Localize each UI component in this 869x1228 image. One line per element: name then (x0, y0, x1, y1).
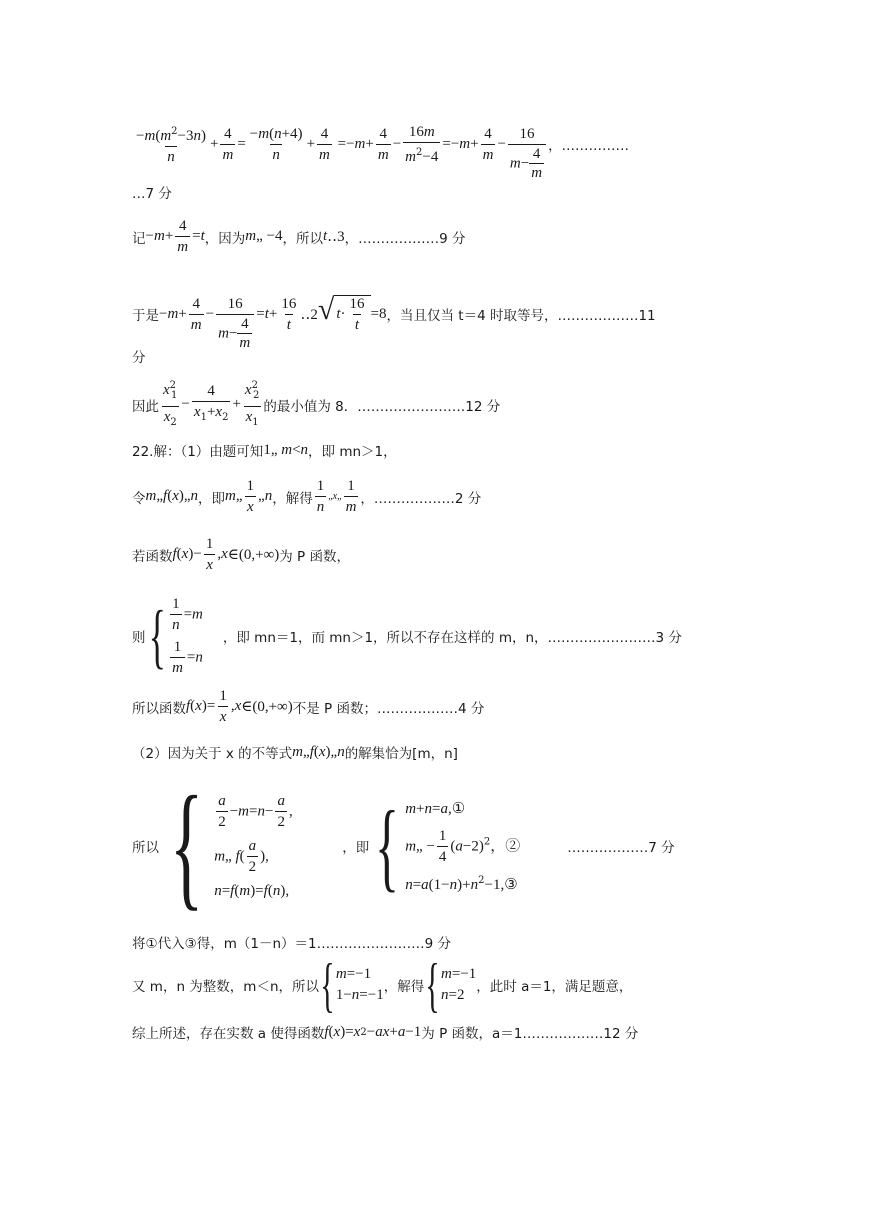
equation-line-9: 若函数 f ( x )− $\frac{1}{x}$ , x ∈(0,+∞) 为 P 函数， (132, 536, 350, 573)
fraction: $\frac{-m(m^2-3n)}{n}$ (136, 125, 206, 165)
text: 于是 (132, 308, 159, 324)
equation-line-15: 又 m，n 为整数，m＜n，所以 { m=−1 1−n=−1 ，解得 { m=−1 n=2 ，此时 a＝1，满足题意， (132, 952, 633, 1018)
equation-line-11: 所以函数 f ( x )= $\frac{1}{x}$ , x ∈(0,+∞) 不是 P 函数；………………4 分 (132, 688, 485, 725)
text: 令 (132, 490, 146, 507)
equation-line-3: 记 − m + $\frac{4}{m}$ = t ，因为 m „ −4 ，所以 t ‥3 ，………………9 分 (132, 218, 466, 255)
text: 的最小值为 8．……………………12 分 (263, 398, 501, 415)
text: ，即 mn＝1，而 mn＞1，所以不存在这样的 m，n，……………………3 分 (222, 630, 682, 646)
text: 又 m，n 为整数，m＜n，所以 (132, 979, 319, 995)
equation-line-16: 综上所述，存在实数 a 使得函数 f ( x )= x 2 − ax + a −1 为 P 函数，a＝1………………12 分 (132, 1023, 639, 1042)
text: ，即 mn＞1， (308, 444, 397, 460)
text: 22.解：（1）由题可知 (132, 444, 264, 460)
score-line (132, 182, 742, 202)
text: 不是 P 函数；………………4 分 (292, 700, 485, 717)
text: 所以 (132, 840, 159, 856)
equation-line-4: 于是 − m + $\frac{4}{m}$ − 16 m− $\frac{4}{m}$ = t + $\frac{16}{t}$ ‥2 √ t · $\frac{16}{t}$ =8 ，当且仅当 t＝4 时取等号，………………11 (132, 293, 656, 351)
text: 记 (132, 230, 146, 247)
text: 将①代入③得，m（1－n）＝1……………………9 分 (132, 936, 451, 952)
equation-line-13: 所以 { $\frac{a}{2}$ −m=n− $\frac{a}{2}$ , m„ f( $\frac{a}{2}$ ), n=f(m)=f(n), ，即 { m+n=a,① m„ − $\frac{1}{4}$ $(a-2)^2$，② $n=a(1-n)+n^2-1,③$ ………………7 分 (132, 768, 675, 923)
equation-line-6: 因此 $\frac{x^2_1}{x_2}$ − $\frac{4}{x_1+x_2}$ + $\frac{x^2_2}{x_1}$ 的最小值为 8．……………………12 分 (132, 378, 742, 431)
equation-line-12: （2）因为关于 x 的不等式 m „ f ( x )„ n 的解集恰为[m，n] (132, 743, 458, 762)
equation-line-10: 则 { $\frac{1}{n}$ =m $\frac{1}{m}$ =n ，即 mn＝1，而 mn＞1，所以不存在这样的 m，n，……………………3 分 (132, 596, 682, 676)
text: ，即 (198, 490, 226, 507)
text: 的解集恰为[m，n] (344, 746, 458, 762)
text: ，此时 a＝1，满足题意， (476, 979, 633, 995)
equation-line-1: $\frac{-m(m^2-3n)}{n}$ + $\frac{4}{m}$ = $\frac{-m(n+4)}{n}$ + $\frac{4}{m}$ =− m + $\frac{4}{m}$ − $\frac{16m}{m^2-4}$ =− m + $\frac{4}{m}$ − 16 m− $\frac{4}{m}$ ，…………… (136, 123, 630, 181)
equation-line-8: 令 m „ f ( x )„ n ，即 m „ $\frac{1}{x}$ „ n ，解得 $\frac{1}{n}$ „ x „ $\frac{1}{m}$ ，………………2 分 (132, 478, 482, 515)
text: ，所以 (282, 230, 323, 247)
text: ，………………2 分 (360, 490, 482, 507)
score-line (132, 346, 742, 366)
score-dots: ，…………… (548, 138, 630, 154)
text: 为 P 函数， (279, 548, 350, 565)
text: ，当且仅当 t＝4 时取等号，………………11 (386, 308, 656, 324)
text: 综上所述，存在实数 a 使得函数 (132, 1026, 325, 1042)
text: 所以函数 (132, 700, 186, 717)
text: 为 P 函数，a＝1………………12 分 (421, 1026, 639, 1042)
text: 则 (132, 630, 146, 646)
text: ，解得 (272, 490, 313, 507)
equation-line-14 (132, 932, 742, 952)
text: ，解得 (383, 979, 425, 995)
text: 分 (132, 350, 146, 366)
text: 若函数 (132, 548, 173, 565)
problem-22-line: 22.解：（1）由题可知 1„ m < n ，即 mn＞1， (132, 441, 397, 460)
text: ，即 (342, 840, 370, 856)
score-text: …7 分 (132, 186, 172, 202)
text: 因此 (132, 398, 159, 415)
text: （2）因为关于 x 的不等式 (132, 746, 293, 762)
text: ，因为 (204, 230, 246, 247)
text: ………………7 分 (567, 840, 675, 856)
score-dots: ，………………9 分 (344, 230, 466, 247)
